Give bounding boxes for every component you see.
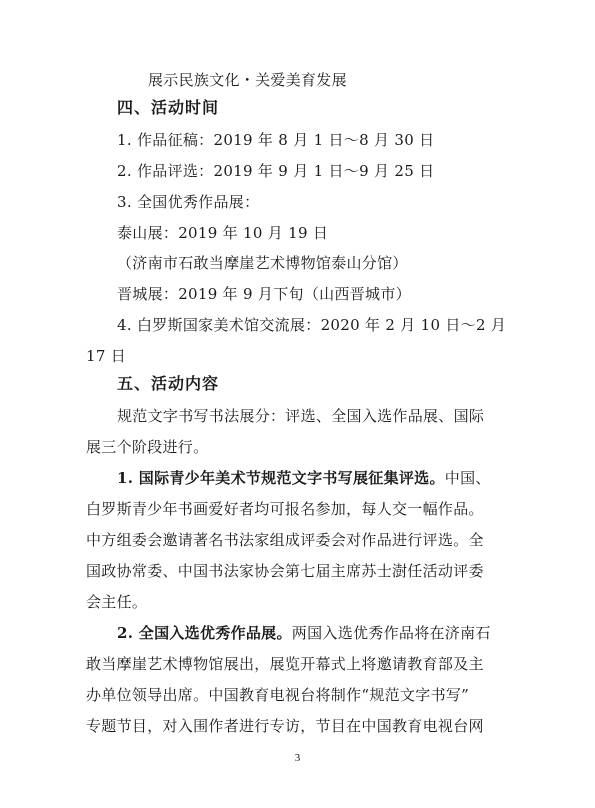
p2-line-2: 敢当摩崖艺术博物馆展出，展览开幕式上将邀请教育部及主	[86, 655, 484, 673]
intro-line-1: 规范文字书写书法展分：评选、全国入选作品展、国际	[117, 407, 485, 425]
page-number: 3	[294, 752, 301, 764]
schedule-item-4-cont: 17 日	[86, 347, 127, 365]
p2-line-1	[117, 623, 491, 643]
p1-title: 1. 国际青少年美术节规范文字书写展征集评选。	[117, 469, 445, 487]
p1-line-1	[117, 468, 491, 488]
schedule-item-3: 3. 全国优秀作品展：	[117, 193, 260, 211]
p2-line-4: 专题节目，对入围作者进行专访，节目在中国教育电视台网	[86, 717, 484, 735]
slogan-line: 展示民族文化・关爱美育发展	[148, 71, 347, 89]
intro-line-2: 展三个阶段进行。	[86, 438, 209, 456]
taishan-exhibition: 泰山展：2019 年 10 月 19 日	[117, 224, 329, 242]
p2-title: 2. 全国入选优秀作品展。	[117, 624, 292, 642]
p1-line-5: 会主任。	[86, 593, 148, 611]
schedule-item-4: 4. 白罗斯国家美术馆交流展：2020 年 2 月 10 日～2 月	[117, 316, 507, 334]
p1-line-2: 白罗斯青少年书画爱好者均可报名参加，每人交一幅作品。	[86, 500, 484, 518]
p1-line-3: 中方组委会邀请著名书法家组成评委会对作品进行评选。全	[86, 531, 484, 549]
p1-line1-rest: 中国、	[444, 469, 491, 487]
schedule-item-1: 1. 作品征稿：2019 年 8 月 1 日～8 月 30 日	[117, 131, 435, 149]
section-5-heading: 五、活动内容	[117, 374, 220, 393]
schedule-item-2: 2. 作品评选：2019 年 9 月 1 日～9 月 25 日	[117, 162, 435, 180]
p1-line-4: 国政协常委、中国书法家协会第七届主席苏士澍任活动评委	[86, 562, 484, 580]
p2-line1-rest: 两国入选优秀作品将在济南石	[291, 624, 491, 642]
jincheng-exhibition: 晋城展：2019 年 9 月下旬（山西晋城市）	[117, 285, 411, 303]
section-4-heading: 四、活动时间	[117, 98, 220, 117]
p2-line-3: 办单位领导出席。中国教育电视台将制作“规范文字书写”	[86, 686, 470, 704]
taishan-venue: （济南市石敢当摩崖艺术博物馆泰山分馆）	[117, 254, 408, 272]
